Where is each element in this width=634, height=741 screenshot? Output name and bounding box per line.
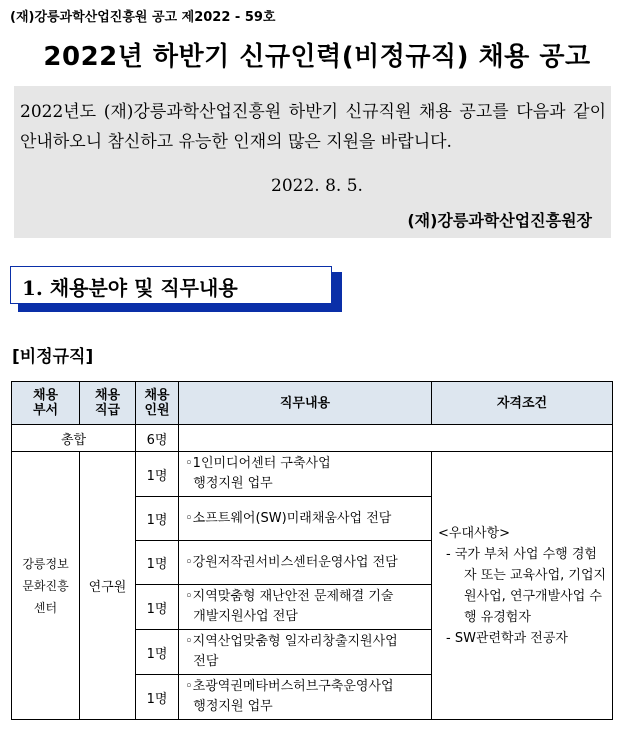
qual-heading: <우대사항> xyxy=(438,525,511,541)
row-count: 1명 xyxy=(136,585,179,630)
row-duty: ◦지역맞춤형 재난안전 문제해결 기술 개발지원사업 전담 xyxy=(179,585,432,630)
row-count: 1명 xyxy=(136,630,179,675)
row-count: 1명 xyxy=(136,675,179,720)
job-table xyxy=(11,381,613,720)
header-dept: 채용 부서 xyxy=(12,382,80,425)
signer: (재)강릉과학산업진흥원장 xyxy=(407,211,592,230)
grade-cell: 연구원 xyxy=(80,452,136,720)
total-label: 총합 xyxy=(12,425,136,452)
qual-item: - 국가 부처 사업 수행 경험자 또는 교육사업, 기업지원사업, 연구개발사업 수행 유경험자 xyxy=(446,546,607,625)
row-count: 1명 xyxy=(136,541,179,585)
total-empty xyxy=(179,425,613,452)
intro-text: 2022년도 (재)강릉과학산업진흥원 하반기 신규직원 채용 공고를 다음과 같이 안내하오니 참신하고 유능한 인재의 많은 지원을 바랍니다. xyxy=(20,102,606,152)
qualification-cell xyxy=(432,452,613,720)
total-row xyxy=(12,425,613,452)
table-row xyxy=(12,452,613,497)
row-duty: ◦지역산업맞춤형 일자리창출지원사업 전담 xyxy=(179,630,432,675)
header-duty: 직무내용 xyxy=(179,382,432,425)
qual-item: - SW관련학과 전공자 xyxy=(446,630,568,646)
header-count: 채용 인원 xyxy=(136,382,179,425)
notice-number: (재)강릉과학산업진흥원 공고 제2022 - 59호 xyxy=(10,10,276,25)
row-count: 1명 xyxy=(136,497,179,541)
table-header-row xyxy=(12,382,613,425)
header-qual: 자격조건 xyxy=(432,382,613,425)
section-title: 1. 채용분야 및 직무내용 xyxy=(22,276,238,300)
row-count: 1명 xyxy=(136,452,179,497)
row-duty: ◦강원저작권서비스센터운영사업 전담 xyxy=(179,541,432,585)
announcement-date: 2022. 8. 5. xyxy=(271,176,363,196)
row-duty: ◦초광역권메타버스허브구축운영사업 행정지원 업무 xyxy=(179,675,432,720)
page-title: 2022년 하반기 신규인력(비정규직) 채용 공고 xyxy=(43,42,591,72)
dept-cell: 강릉정보 문화진흥 센터 xyxy=(12,452,80,720)
sub-heading: [비정규직] xyxy=(12,347,94,367)
row-duty: ◦1인미디어센터 구축사업 행정지원 업무 xyxy=(179,452,432,497)
total-count: 6명 xyxy=(136,425,179,452)
header-grade: 채용 직급 xyxy=(80,382,136,425)
row-duty: ◦소프트웨어(SW)미래채움사업 전담 xyxy=(179,497,432,541)
